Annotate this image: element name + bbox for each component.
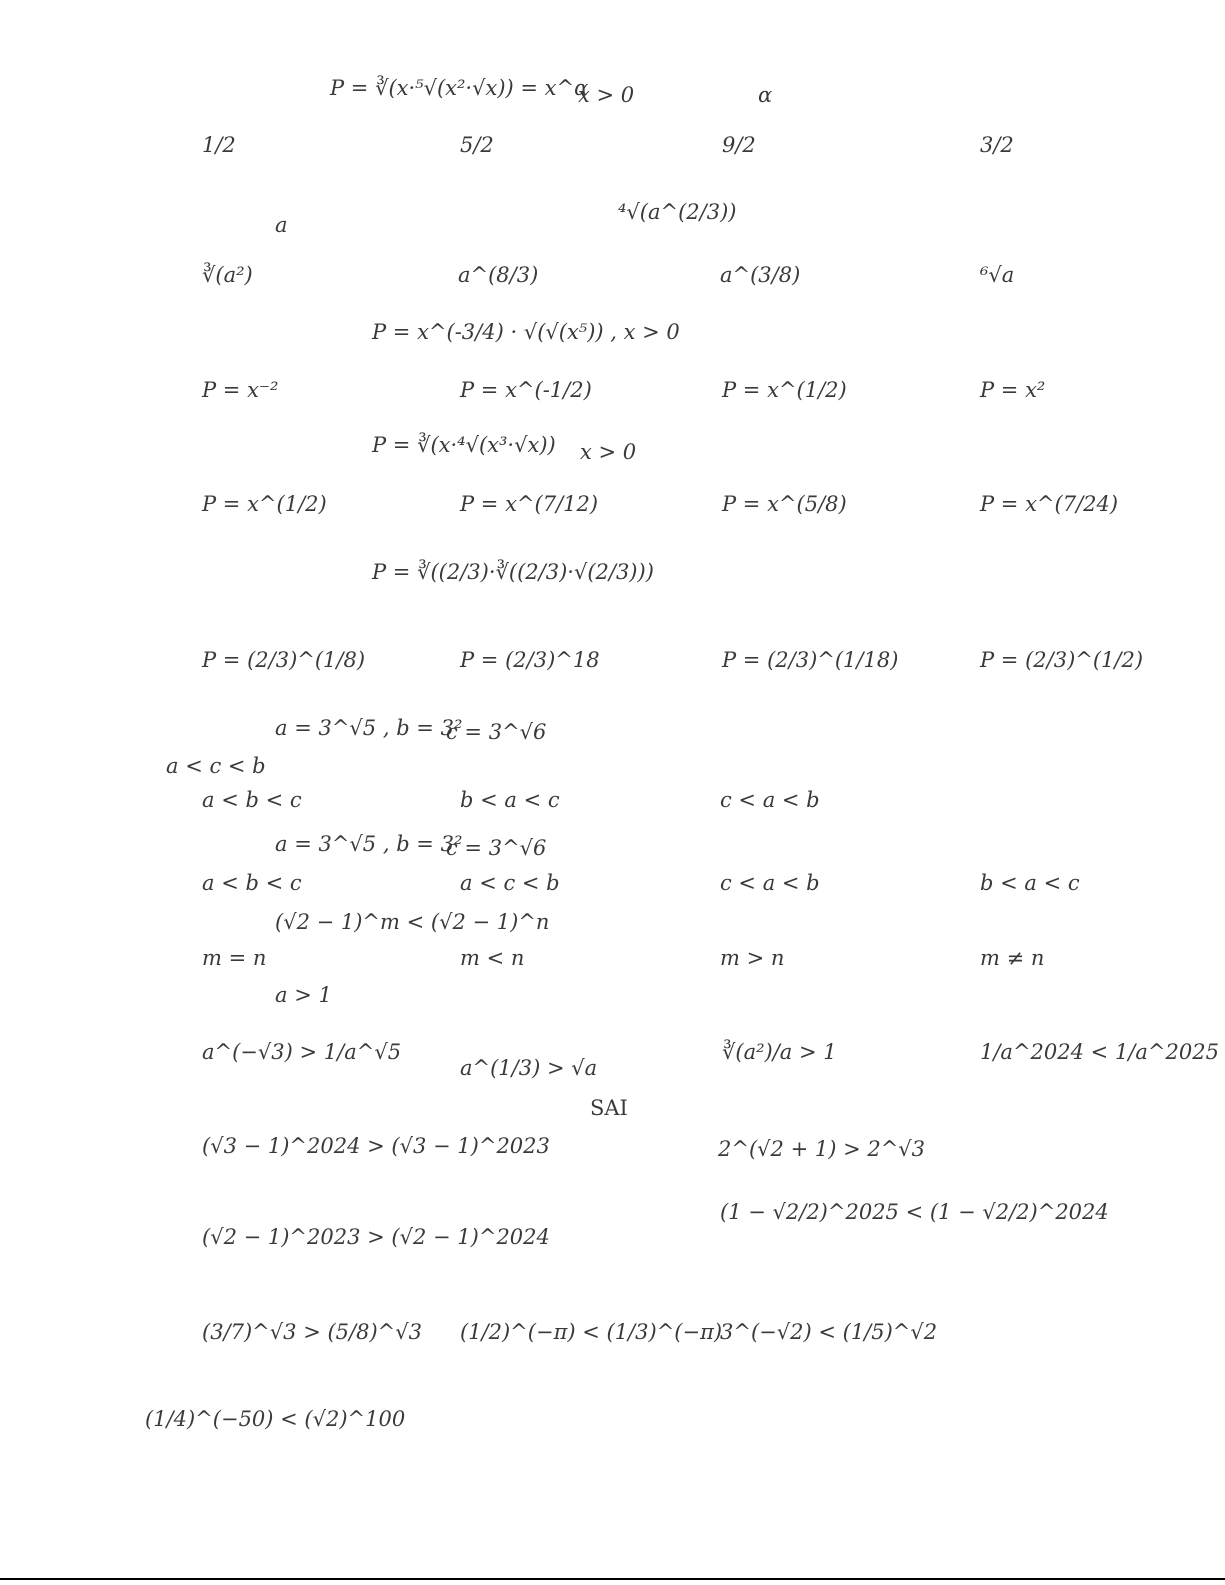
math-expression: a < c < b xyxy=(166,754,266,778)
math-expression: P = ∛(x·⁵√(x²·√x)) = x^α xyxy=(330,76,589,100)
math-expression: (1/2)^(−π) < (1/3)^(−π) xyxy=(460,1320,723,1344)
math-expression: c = 3^√6 xyxy=(446,720,547,744)
math-expression: ∛(a²)/a > 1 xyxy=(722,1040,837,1064)
math-expression: m = n xyxy=(202,946,267,970)
math-expression: P = ∛((2/3)·∛((2/3)·√(2/3))) xyxy=(372,560,654,584)
math-expression: a^(8/3) xyxy=(458,263,539,287)
math-expression: P = x² xyxy=(980,378,1046,402)
math-expression: P = x^(7/24) xyxy=(980,492,1119,516)
math-expression: (1 − √2/2)^2025 < (1 − √2/2)^2024 xyxy=(720,1200,1109,1224)
math-expression: a < b < c xyxy=(202,788,302,812)
math-expression: x > 0 xyxy=(580,440,637,464)
math-expression: P = (2/3)^(1/18) xyxy=(722,648,899,672)
math-expression: 1/a^2024 < 1/a^2025 xyxy=(980,1040,1219,1064)
math-expression: b < a < c xyxy=(980,871,1080,895)
math-expression: 9/2 xyxy=(722,133,756,157)
math-expression: a < c < b xyxy=(460,871,560,895)
math-expression: a^(1/3) > √a xyxy=(460,1056,598,1080)
math-expression: a^(−√3) > 1/a^√5 xyxy=(202,1040,402,1064)
math-expression: (1/4)^(−50) < (√2)^100 xyxy=(145,1407,406,1431)
math-expression: a xyxy=(275,213,288,237)
math-expression: P = x^(7/12) xyxy=(460,492,599,516)
math-expression: b < a < c xyxy=(460,788,560,812)
math-expression: P = x^(1/2) xyxy=(722,378,847,402)
math-expression: m < n xyxy=(460,946,525,970)
math-expression: ∛(a²) xyxy=(202,263,253,287)
section-heading: SAI xyxy=(590,1096,628,1120)
math-expression: α xyxy=(758,83,773,107)
math-expression: 1/2 xyxy=(202,133,236,157)
math-expression: (√3 − 1)^2024 > (√3 − 1)^2023 xyxy=(202,1134,550,1158)
math-expression: ⁴√(a^(2/3)) xyxy=(618,200,737,224)
math-expression: (√2 − 1)^m < (√2 − 1)^n xyxy=(275,910,550,934)
math-expression: c = 3^√6 xyxy=(446,836,547,860)
math-expression: a^(3/8) xyxy=(720,263,801,287)
math-expression: P = x^(1/2) xyxy=(202,492,327,516)
math-expression: a > 1 xyxy=(275,983,332,1007)
math-expression: a < b < c xyxy=(202,871,302,895)
page-bottom-border xyxy=(0,1578,1225,1580)
math-expression: m > n xyxy=(720,946,785,970)
math-expression: a = 3^√5 , b = 3² xyxy=(275,716,463,740)
math-expression: 2^(√2 + 1) > 2^√3 xyxy=(718,1137,926,1161)
math-expression: (3/7)^√3 > (5/8)^√3 xyxy=(202,1320,422,1344)
math-expression: ⁶√a xyxy=(980,263,1015,287)
math-expression: x > 0 xyxy=(578,83,635,107)
math-expression: P = ∛(x·⁴√(x³·√x)) xyxy=(372,433,556,457)
math-expression: P = x^(5/8) xyxy=(722,492,847,516)
math-expression: P = x⁻² xyxy=(202,378,279,402)
math-expression: P = (2/3)^(1/2) xyxy=(980,648,1144,672)
math-expression: c < a < b xyxy=(720,788,820,812)
math-expression: (√2 − 1)^2023 > (√2 − 1)^2024 xyxy=(202,1225,550,1249)
math-expression: m ≠ n xyxy=(980,946,1045,970)
math-expression: c < a < b xyxy=(720,871,820,895)
math-expression: P = x^(-3/4) · √(√(x⁵)) , x > 0 xyxy=(372,320,680,344)
math-expression: 3^(−√2) < (1/5)^√2 xyxy=(720,1320,938,1344)
math-expression: P = (2/3)^18 xyxy=(460,648,600,672)
math-expression: a = 3^√5 , b = 3² xyxy=(275,832,463,856)
math-expression: P = x^(-1/2) xyxy=(460,378,592,402)
math-expression: 3/2 xyxy=(980,133,1014,157)
math-expression: P = (2/3)^(1/8) xyxy=(202,648,366,672)
math-expression: 5/2 xyxy=(460,133,494,157)
